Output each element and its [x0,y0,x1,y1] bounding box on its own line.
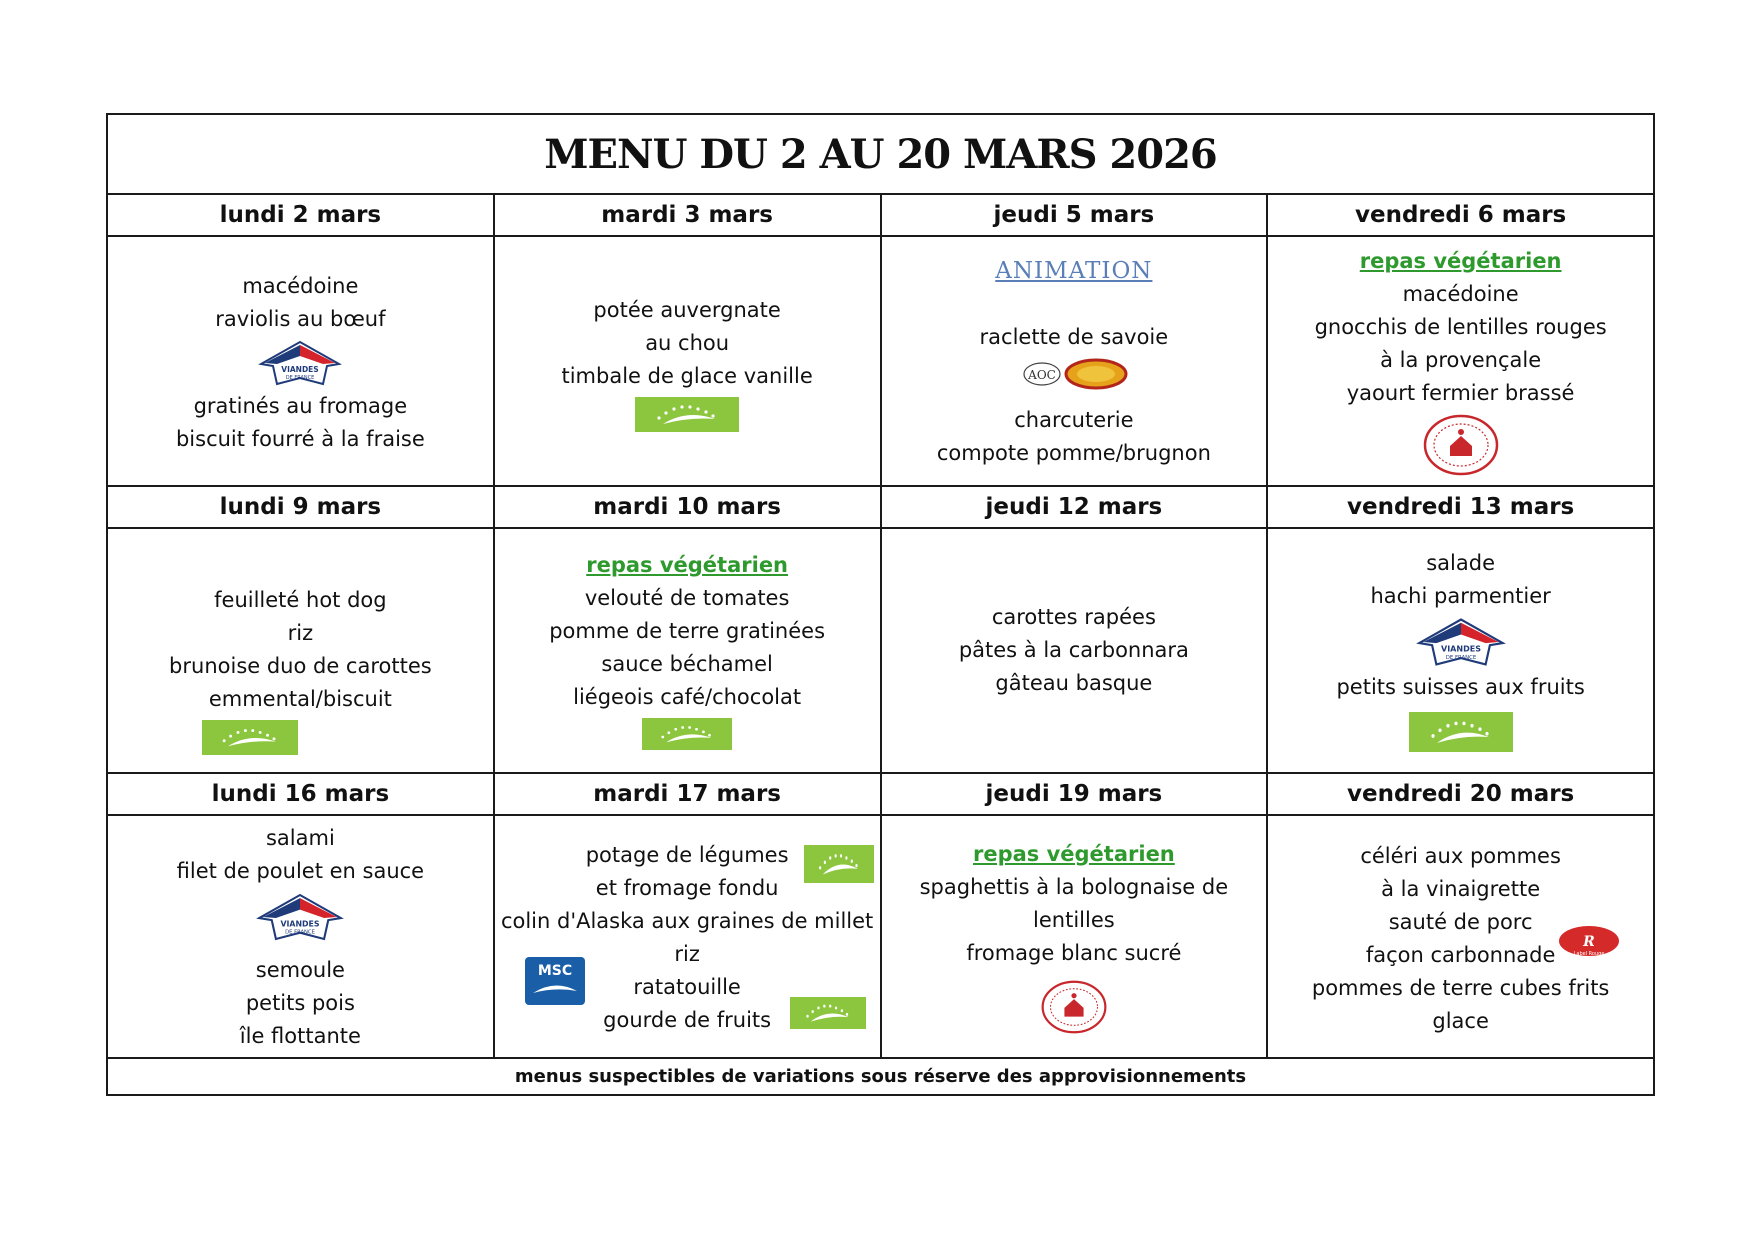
msc-label-icon [525,957,585,1005]
menu-item: ratatouille [633,974,741,999]
day-header: lundi 16 mars [107,773,494,815]
menu-item: raviolis au bœuf [215,307,386,331]
menu-item: raclette de savoie [979,324,1169,349]
menu-item: velouté de tomates [584,586,790,610]
menu-item: à la vinaigrette [1381,876,1541,901]
menu-item: carottes rapées [991,605,1156,629]
menu-cell-vendredi-20 [1267,815,1654,1058]
day-header: vendredi 13 mars [1267,486,1654,528]
menu-item: à la provençale [1380,347,1542,372]
menu-item: potée auvergnate [593,298,781,322]
footer-note: menus suspectibles de variations sous réserve des approvisionnements [107,1058,1654,1095]
menu-item: brunoise duo de carottes [169,654,432,678]
menu-item: hachi parmentier [1370,584,1551,608]
label-rouge-icon [1557,924,1621,958]
day-header: mardi 3 mars [494,194,881,236]
produit-fermier-icon [1039,980,1109,1034]
menu-item: timbale de glace vanille [561,364,813,388]
title-cell [107,114,1654,194]
vegetarian-tag: repas végétarien [972,841,1175,866]
menu-item: petits suisses aux fruits [1336,675,1585,699]
menu-item: au chou [645,331,730,355]
bio-label-icon [1409,712,1513,752]
menu-item: yaourt fermier brassé [1346,380,1575,405]
bio-label-icon [642,718,732,750]
menu-item: île flottante [239,1024,361,1048]
aoc-label-icon [1014,356,1134,392]
viandes-de-france-logo [1415,615,1507,669]
menu-item: pomme de terre gratinées [549,619,826,643]
menu-cell-mardi-17 [494,815,881,1058]
animation-label: ANIMATION [995,257,1153,284]
menu-item: riz [674,941,700,966]
menu-cell-vendredi-13 [1267,528,1654,773]
menu-item: fromage blanc sucré [966,940,1182,965]
menu-item: façon carbonnade [1365,942,1556,967]
menu-cell-jeudi-12 [881,528,1268,773]
menu-cell-mardi-3 [494,236,881,486]
menu-cell-jeudi-5 [881,236,1268,486]
menu-item: biscuit fourré à la fraise [175,427,425,451]
bio-label-icon [804,845,874,883]
menu-cell-lundi-2 [107,236,494,486]
menu-item: gnocchis de lentilles rouges [1314,314,1607,339]
menu-item: salami [265,826,335,850]
menu-item: pâtes à la carbonnara [958,638,1189,662]
bio-label-icon [635,397,739,432]
menu-item: pommes de terre cubes frits [1311,975,1610,1000]
menu-item: riz [287,621,314,645]
menu-item: liégeois café/chocolat [573,685,802,709]
svg-text:R: R [1583,933,1595,950]
msc-text: MSC [537,962,572,979]
menu-item: macédoine [242,274,359,298]
menu-cell-vendredi-6 [1267,236,1654,486]
day-header: vendredi 20 mars [1267,773,1654,815]
menu-item: feuilleté hot dog [214,588,387,612]
day-header: jeudi 19 mars [881,773,1268,815]
day-header: vendredi 6 mars [1267,194,1654,236]
menu-item: emmental/biscuit [208,687,392,711]
page-title: MENU DU 2 AU 20 MARS 2026 [544,130,1217,178]
vegetarian-tag: repas végétarien [586,553,789,577]
menu-item: glace [1432,1008,1489,1033]
menu-item: sauté de porc [1388,909,1533,934]
day-header: mardi 10 mars [494,486,881,528]
menu-item: petits pois [245,991,355,1015]
menu-cell-lundi-9 [107,528,494,773]
viandes-de-france-logo [257,338,343,388]
menu-item: lentilles [1033,907,1115,932]
menu-item: filet de poulet en sauce [176,859,425,883]
day-header: lundi 2 mars [107,194,494,236]
menu-item: salade [1426,551,1495,575]
viandes-de-france-logo [255,890,345,944]
menu-item: gratinés au fromage [193,394,408,418]
day-header: lundi 9 mars [107,486,494,528]
menu-cell-jeudi-19 [881,815,1268,1058]
menu-item: compote pomme/brugnon [936,440,1211,465]
menu-cell-lundi-16 [107,815,494,1058]
day-header: mardi 17 mars [494,773,881,815]
label-rouge-text: Label Rouge [1573,950,1605,957]
menu-item: semoule [255,958,345,982]
menu-item: macédoine [1402,281,1519,306]
aoc-text: AOC [1028,367,1056,382]
menu-item: colin d'Alaska aux graines de millet [500,908,874,933]
menu-item: gourde de fruits [603,1007,772,1032]
produit-fermier-icon [1422,414,1500,476]
menu-item: gâteau basque [995,671,1153,695]
vegetarian-tag: repas végétarien [1359,248,1562,273]
menu-item: charcuterie [1014,407,1134,432]
day-header: jeudi 5 mars [881,194,1268,236]
menu-item: potage de légumes [585,842,789,867]
menu-table [106,113,1655,1096]
bio-label-icon [202,720,298,755]
day-header: jeudi 12 mars [881,486,1268,528]
menu-item: sauce béchamel [601,652,773,676]
menu-item: céléri aux pommes [1360,843,1561,868]
bio-label-icon [790,997,866,1029]
menu-item: et fromage fondu [595,875,779,900]
menu-cell-mardi-10 [494,528,881,773]
menu-item: spaghettis à la bolognaise de [919,874,1229,899]
